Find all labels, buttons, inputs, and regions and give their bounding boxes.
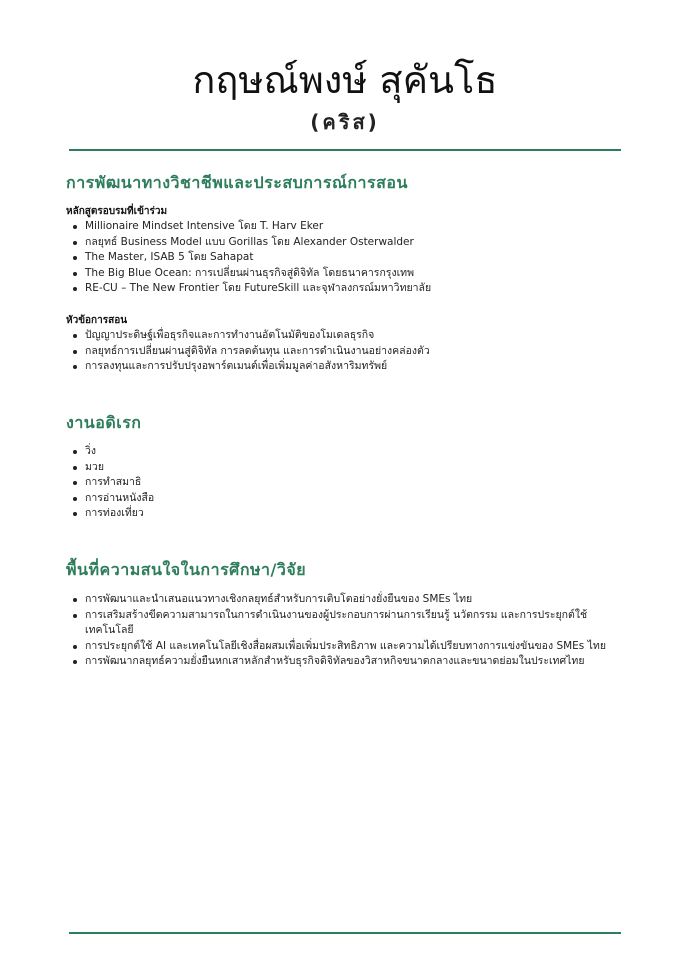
- footer-divider: [69, 932, 621, 934]
- list-item: The Master, ISAB 5 โดย Sahapat: [66, 250, 626, 266]
- research-list: [66, 592, 626, 670]
- list-item: Millionaire Mindset Intensive โดย T. Harv Eker: [66, 219, 626, 235]
- list-item: กลยุทธ์ Business Model แบบ Gorillas โดย Alexander Osterwalder: [66, 235, 626, 251]
- list-item: การพัฒนากลยุทธ์ความยั่งยืนหกเสาหลักสำหรับธุรกิจดิจิทัลของวิสาหกิจขนาดกลางและขนาดย่อมในประเทศไทย: [66, 654, 626, 670]
- person-nickname: (คริส): [310, 110, 380, 134]
- list-item: การประยุกต์ใช้ AI และเทคโนโลยีเชิงสื่อผสมเพื่อเพิ่มประสิทธิภาพ และความได้เปรียบทางการแข่งขันของ SMEs ไทย: [66, 639, 626, 655]
- list-item: กลยุทธ์การเปลี่ยนผ่านสู่ดิจิทัล การลดต้นทุน และการดำเนินงานอย่างคล่องตัว: [66, 344, 626, 360]
- courses-list: [66, 219, 626, 297]
- hobbies-list: [66, 444, 626, 522]
- topics-heading: หัวข้อการสอน: [66, 315, 128, 326]
- person-name: กฤษณ์พงษ์ สุคันโธ: [192, 58, 498, 102]
- topics-list: [66, 328, 626, 375]
- list-item: RE-CU – The New Frontier โดย FutureSkill และจุฬาลงกรณ์มหาวิทยาลัย: [66, 281, 626, 297]
- header-divider: [69, 149, 621, 151]
- list-item: การอ่านหนังสือ: [66, 491, 626, 507]
- section-title-research: พื้นที่ความสนใจในการศึกษา/วิจัย: [66, 560, 307, 579]
- list-item: มวย: [66, 460, 626, 476]
- section-title-hobbies: งานอดิเรก: [66, 413, 142, 432]
- list-item: การท่องเที่ยว: [66, 506, 626, 522]
- section-title-experience: การพัฒนาทางวิชาชีพและประสบการณ์การสอน: [66, 173, 408, 192]
- list-item: การเสริมสร้างขีดความสามารถในการดำเนินงานของผู้ประกอบการผ่านการเรียนรู้ นวัตกรรม และการประยุกต์ใช้เทคโนโลยี: [66, 608, 626, 639]
- list-item: การทำสมาธิ: [66, 475, 626, 491]
- courses-heading: หลักสูตรอบรมที่เข้าร่วม: [66, 206, 168, 217]
- list-item: ปัญญาประดิษฐ์เพื่อธุรกิจและการทำงานอัตโนมัติของโมเดลธุรกิจ: [66, 328, 626, 344]
- list-item: การลงทุนและการปรับปรุงอพาร์ตเมนต์เพื่อเพิ่มมูลค่าอสังหาริมทรัพย์: [66, 359, 626, 375]
- list-item: The Big Blue Ocean: การเปลี่ยนผ่านธุรกิจสู่ดิจิทัล โดยธนาคารกรุงเทพ: [66, 266, 626, 282]
- list-item: วิ่ง: [66, 444, 626, 460]
- list-item: การพัฒนาและนำเสนอแนวทางเชิงกลยุทธ์สำหรับการเติบโตอย่างยั่งยืนของ SMEs ไทย: [66, 592, 626, 608]
